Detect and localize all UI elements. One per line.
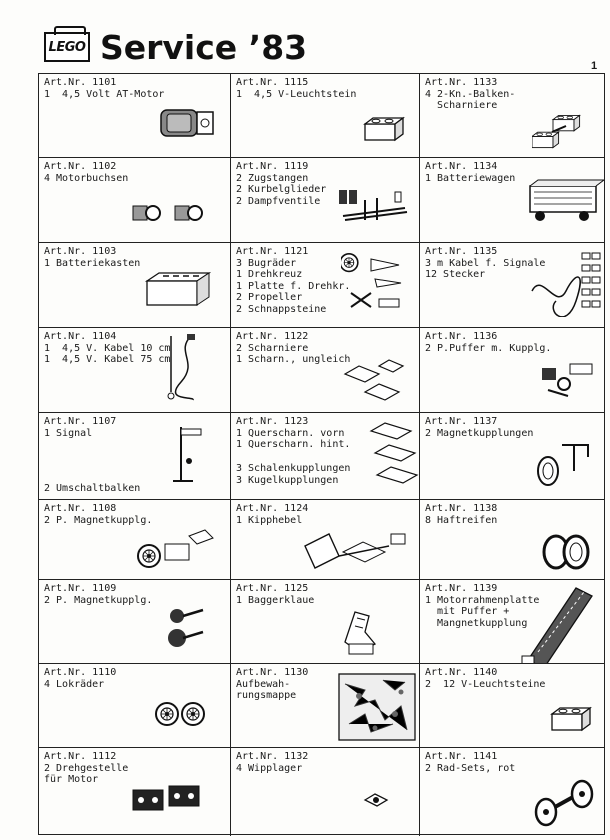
- hinge-beam-icon: [532, 114, 592, 150]
- article-number: Art.Nr. 1132: [236, 751, 309, 762]
- part-description: 1 Motorrahmenplatte: [425, 594, 540, 606]
- magnet-coupling-icon: [532, 441, 592, 491]
- light-brick-12v-icon: [550, 704, 594, 734]
- article-number: Art.Nr. 1104: [44, 331, 117, 342]
- excavator-claw-icon: [335, 602, 385, 658]
- part-cell: [231, 328, 420, 413]
- part-description: 1 Scharn., ungleich: [236, 354, 351, 366]
- part-description: 1 Signal: [44, 427, 93, 439]
- part-cell: [231, 74, 420, 158]
- part-description: 1 4,5 V-Leuchtstein: [236, 88, 357, 100]
- part-cell: [39, 328, 231, 413]
- part-description: 4 Motorbuchsen: [44, 172, 129, 184]
- tipping-lever-icon: [299, 526, 409, 576]
- part-cell: [420, 243, 604, 328]
- part-description: 1 Batteriewagen: [425, 172, 516, 184]
- part-description: rungsmappe: [236, 690, 297, 702]
- part-cell: [420, 664, 604, 748]
- part-cell: [39, 664, 231, 748]
- part-description: 1 Querscharn. hint.: [236, 439, 351, 451]
- page-header: [40, 22, 600, 70]
- article-number: Art.Nr. 1139: [425, 583, 498, 594]
- buffer-coupling-icon: [538, 358, 598, 400]
- signal-icon: [167, 421, 207, 487]
- part-description: 2 Rad-Sets, rot: [425, 762, 516, 774]
- motor-bushing-icon: [129, 198, 209, 228]
- light-brick-icon: [363, 114, 407, 144]
- part-cell: [231, 413, 420, 500]
- article-number: Art.Nr. 1101: [44, 77, 117, 88]
- part-description: 1 Batteriekasten: [44, 257, 141, 269]
- part-cell: [420, 328, 604, 413]
- part-description: 3 m Kabel f. Signale: [425, 257, 546, 269]
- wheel-set-icon: [528, 778, 598, 828]
- part-description: 3 Bugräder: [236, 257, 297, 269]
- tyres-icon: [540, 532, 600, 572]
- article-number: Art.Nr. 1112: [44, 751, 117, 762]
- part-cell: [420, 158, 604, 243]
- part-description: 2 P.Puffer m. Kupplg.: [425, 342, 552, 354]
- part-cell: [39, 243, 231, 328]
- part-description: 2 Umschaltbalken: [44, 483, 141, 495]
- article-number: Art.Nr. 1107: [44, 416, 117, 427]
- part-description: für Motor: [44, 774, 99, 786]
- part-description: 1 Querscharn. vorn: [236, 427, 345, 439]
- part-description: 8 Haftreifen: [425, 514, 498, 526]
- lego-logo: LEGO: [44, 32, 90, 62]
- article-number: Art.Nr. 1125: [236, 583, 309, 594]
- part-description: 4 Wipplager: [236, 762, 303, 774]
- part-description: 4 2-Kn.-Balken-: [425, 88, 516, 100]
- article-number: Art.Nr. 1124: [236, 503, 309, 514]
- part-description: 1 Kipphebel: [236, 514, 303, 526]
- battery-wagon-icon: [524, 178, 604, 224]
- article-number: Art.Nr. 1137: [425, 416, 498, 427]
- part-description: 1 4,5 V. Kabel 10 cm: [44, 342, 171, 354]
- bogie-icon: [129, 782, 209, 818]
- article-number: Art.Nr. 1109: [44, 583, 117, 594]
- part-description: mit Puffer +: [425, 606, 510, 618]
- part-description-extra: [236, 463, 350, 486]
- part-description: 2 Zugstangen: [236, 172, 309, 184]
- article-number: Art.Nr. 1123: [236, 416, 309, 427]
- article-number: Art.Nr. 1136: [425, 331, 498, 342]
- part-description: 1 Drehkreuz: [236, 269, 303, 281]
- cable-plugs-icon: [526, 251, 602, 317]
- article-number: Art.Nr. 1141: [425, 751, 498, 762]
- wheels-propeller-icon: [341, 253, 405, 317]
- article-number: Art.Nr. 1133: [425, 77, 498, 88]
- article-number: Art.Nr. 1119: [236, 161, 309, 172]
- part-description: 2 Drehgestelle: [44, 762, 129, 774]
- part-description: Mangnetkupplung: [425, 617, 528, 629]
- article-number: Art.Nr. 1121: [236, 246, 309, 257]
- part-description: 3 Schalenkupplungen: [236, 463, 351, 474]
- hinges-icon: [339, 356, 409, 406]
- part-description: 4 Lokräder: [44, 678, 105, 690]
- storage-folder-icon: [335, 670, 419, 744]
- part-description: 1 4,5 Volt AT-Motor: [44, 88, 165, 100]
- loco-wheels-icon: [149, 694, 213, 734]
- part-cell: [231, 243, 420, 328]
- part-cell: [231, 664, 420, 748]
- part-cell: [420, 580, 604, 664]
- part-cell: [39, 580, 231, 664]
- battery-box-icon: [143, 269, 213, 309]
- article-number: Art.Nr. 1140: [425, 667, 498, 678]
- part-cell: [39, 413, 231, 500]
- part-description: 2 Dampfventile: [236, 195, 321, 207]
- part-cell: [231, 158, 420, 243]
- article-number: Art.Nr. 1103: [44, 246, 117, 257]
- part-cell: [39, 500, 231, 580]
- article-number: Art.Nr. 1110: [44, 667, 117, 678]
- rocker-bearing-icon: [361, 788, 391, 812]
- part-description: 2 Scharniere: [236, 342, 309, 354]
- part-description: 1 4,5 V. Kabel 75 cm: [44, 354, 171, 366]
- magnet-coupling-set-icon: [135, 526, 215, 570]
- part-description: 12 Stecker: [425, 269, 486, 281]
- article-number: Art.Nr. 1108: [44, 503, 117, 514]
- article-number: Art.Nr. 1134: [425, 161, 498, 172]
- rods-icon: [335, 186, 411, 226]
- part-description: 2 P. Magnetkupplg.: [44, 514, 153, 526]
- part-cell: [231, 500, 420, 580]
- part-description: 2 Propeller: [236, 292, 303, 304]
- part-cell: [420, 748, 604, 836]
- page-title: Service ’83: [100, 28, 308, 67]
- part-description: 3 Kugelkupplungen: [236, 474, 339, 486]
- part-cell: [231, 748, 420, 836]
- cross-hinges-icon: [361, 417, 420, 487]
- parts-grid: [38, 73, 605, 835]
- page-number: 1: [591, 60, 598, 72]
- part-cell: [420, 500, 604, 580]
- part-description: Aufbewah-: [236, 678, 291, 690]
- part-cell: [39, 158, 231, 243]
- article-number: Art.Nr. 1130: [236, 667, 309, 678]
- part-cell: [231, 580, 420, 664]
- cables-icon: [165, 332, 201, 402]
- magnet-coupling-pair-icon: [163, 600, 213, 656]
- part-description: Scharniere: [425, 100, 498, 112]
- part-description: 2 P. Magnetkupplg.: [44, 594, 153, 606]
- part-cell: [420, 74, 604, 158]
- part-description: 2 Schnappsteine: [236, 303, 327, 315]
- part-description: 1 Baggerklaue: [236, 594, 315, 606]
- article-number: Art.Nr. 1115: [236, 77, 309, 88]
- article-number: Art.Nr. 1138: [425, 503, 498, 514]
- article-number: Art.Nr. 1122: [236, 331, 309, 342]
- part-cell: [420, 413, 604, 500]
- article-number: Art.Nr. 1102: [44, 161, 117, 172]
- motor-icon: [157, 102, 217, 142]
- part-cell: [39, 74, 231, 158]
- part-description: 1 Platte f. Drehkr.: [236, 280, 351, 292]
- part-cell: [39, 748, 231, 836]
- motor-frame-plate-icon: [518, 582, 598, 664]
- article-number: Art.Nr. 1135: [425, 246, 498, 257]
- part-description: 2 Kurbelglieder: [236, 184, 327, 196]
- part-description: 2 Magnetkupplungen: [425, 427, 534, 439]
- part-description: 2 12 V-Leuchtsteine: [425, 678, 546, 690]
